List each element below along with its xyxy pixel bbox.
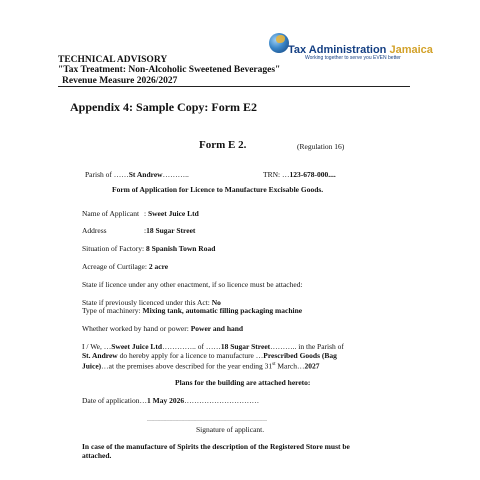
spirits-note-line-1: In case of the manufacture of Spirits the description of the Registered Store must be (82, 442, 350, 451)
declaration-line-1 (82, 342, 344, 351)
trn-label: TRN: … (263, 170, 290, 179)
date-dots: ………………………… (184, 396, 260, 405)
prev-licenced-label: State if previously licenced under this Act: (82, 298, 210, 307)
date-line (82, 396, 259, 405)
plans-text: Plans for the building are attached hereto: (175, 378, 311, 387)
date-value: 1 May 2026 (146, 396, 185, 405)
address-sep: : (144, 226, 147, 235)
decl-text-3: ……….. in the Parish of (270, 342, 344, 351)
applicant-sep: : (144, 209, 147, 218)
machinery-line (82, 306, 302, 315)
logo-name-part2: Jamaica (389, 44, 433, 56)
acreage-label: Acreage of Curtilage: (82, 262, 147, 271)
parish-label: Parish of (85, 170, 112, 179)
address-line (144, 226, 195, 235)
decl-goods: Prescribed Goods (Bag (263, 351, 337, 360)
acreage-line (82, 262, 168, 271)
signature-label: Signature of applicant. (196, 425, 265, 434)
decl-superscript: st (272, 362, 276, 367)
worked-line (82, 324, 243, 333)
header-divider (58, 86, 410, 87)
form-regulation: (Regulation 16) (297, 142, 345, 151)
decl-text-5: …at the premises above described for the year ending 31 (101, 361, 273, 371)
applicant-value: Sweet Juice Ltd (147, 209, 199, 218)
advisory-title: TECHNICAL ADVISORY (58, 55, 168, 65)
trn-value: 123-678-000.... (289, 170, 336, 179)
decl-parish: St. Andrew (82, 351, 118, 360)
decl-address: 18 Sugar Street (220, 342, 271, 351)
form-title: Form E 2. (199, 139, 247, 151)
prev-licenced-value: No (211, 298, 221, 307)
advisory-subject: "Tax Treatment: Non-Alcoholic Sweetened Beverages" (58, 65, 281, 75)
form-subtitle: Form of Application for Licence to Manufacture Excisable Goods. (112, 185, 324, 194)
factory-label: Situation of Factory: (82, 244, 145, 253)
decl-name: Sweet Juice Ltd (111, 342, 163, 351)
spirits-note-line-2: attached. (82, 451, 112, 460)
signature-dots: …………………………………………………… (147, 417, 267, 423)
parish-value: St Andrew (128, 170, 163, 179)
applicant-label: Name of Applicant (82, 209, 140, 218)
decl-text-6: March… (277, 361, 305, 371)
parish-dots: …… (113, 170, 129, 179)
parish-dots-trailing: ……….. (162, 170, 189, 179)
revenue-measure: Revenue Measure 2026/2027 (62, 76, 178, 86)
worked-label: Whether worked by hand or power: (82, 324, 189, 333)
address-label: Address (82, 226, 107, 235)
declaration-line-2 (82, 351, 337, 360)
machinery-value: Mixing tank, automatic filling packaging machine (142, 306, 303, 315)
decl-year: 2027 (304, 361, 320, 371)
globe-icon (269, 33, 289, 53)
trn-line (263, 170, 336, 179)
parish-line (85, 170, 189, 179)
machinery-label: Type of machinery: (82, 306, 141, 315)
address-value: 18 Sugar Street (146, 226, 196, 235)
factory-value: 8 Spanish Town Road (145, 244, 216, 253)
factory-line (82, 244, 215, 253)
logo-name-part1: Tax Administration (288, 44, 387, 56)
acreage-value: 2 acre (148, 262, 169, 271)
appendix-title: Appendix 4: Sample Copy: Form E2 (70, 100, 258, 114)
decl-goods-cont: Juice) (82, 361, 102, 371)
worked-value: Power and hand (190, 324, 244, 333)
decl-text-2: ………….. of …… (162, 342, 221, 351)
decl-text-4: do hereby apply for a licence to manufacture … (119, 351, 264, 360)
other-enactment-text: State if licence under any other enactment, if so licence must be attached: (82, 280, 303, 289)
decl-text-1: I / We, … (82, 342, 112, 351)
applicant-line (144, 209, 199, 218)
declaration-line-3 (82, 360, 319, 371)
date-label: Date of application… (82, 396, 147, 405)
logo-tagline: Working together to serve you EVEN better (305, 55, 401, 61)
